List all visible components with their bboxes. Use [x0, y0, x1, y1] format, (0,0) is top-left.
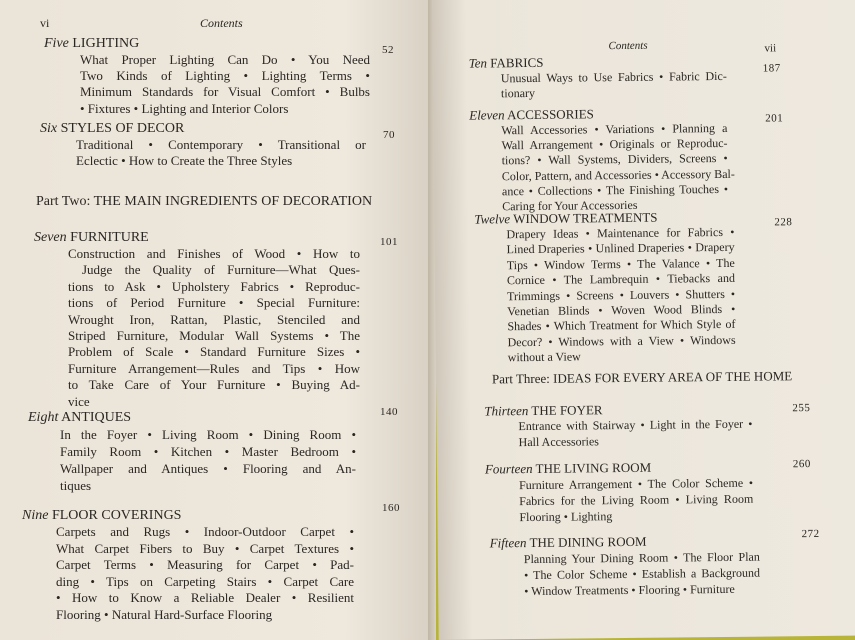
topic-line: Tips • Window Terms • The Valance • The [506, 255, 735, 273]
topic-line: Furniture Arrangement • The Color Scheme • [519, 475, 754, 493]
topic-line: Wrought Iron, Rattan, Plastic, Stenciled and [68, 311, 360, 327]
topic-line: Furniture Arrangement—Rules and Tips • How [68, 360, 360, 376]
page-ref: 228 [774, 216, 793, 229]
topic-line: Caring for Your Accessories [502, 197, 638, 214]
topic-line: • The Color Scheme • Establish a Background [523, 565, 761, 583]
topic-line: Cornice • The Lambrequin • Tiebacks and [506, 271, 736, 288]
topic-line: to Take Care of Your Furniture • Buying Ad- [68, 377, 360, 393]
page-ref: 255 [792, 402, 811, 415]
topic-line: Minimum Standards for Visual Comfort • Bulbs [80, 84, 370, 100]
chapter-fourteen [485, 458, 816, 525]
chapter-title: ACCESSORIES [507, 106, 594, 123]
topic-line: Trimmings • Screens • Louvers • Shutters • [507, 286, 736, 303]
topic-line: Decor? • Windows with a View • Windows [507, 332, 736, 350]
running-head-right: Contents [608, 39, 648, 53]
page-ref: 52 [382, 44, 394, 56]
page-ref: 140 [380, 406, 398, 418]
chapter-title: ANTIQUES [61, 410, 132, 425]
topic-line: tionary [500, 85, 536, 101]
topic-line: • Window Treatments • Flooring • Furniture [524, 581, 735, 599]
chapter-number: Fourteen [484, 460, 533, 477]
topic-line: tions of Period Furniture • Special Furniture: [68, 295, 360, 311]
topic-line: Construction and Finishes of Wood • How to [68, 246, 360, 261]
chapter-topics [68, 246, 360, 410]
chapter-topics [76, 137, 366, 169]
topic-line: tions? • Wall Systems, Dividers, Screens • [501, 151, 728, 168]
topic-line: Carpets and Rugs • Indoor-Outdoor Carpet • [56, 524, 354, 539]
topic-line: Eclectic • How to Create the Three Styles [76, 153, 293, 169]
chapter-topics [524, 549, 760, 599]
chapter-eleven [469, 104, 800, 215]
topic-line: • Fixtures • Lighting and Interior Colors [80, 100, 289, 116]
topic-line: • How to Know a Reliable Dealer • Resilient [56, 590, 354, 606]
chapter-topics [501, 120, 735, 215]
chapter-twelve [474, 208, 806, 366]
topic-line: tiques [60, 478, 92, 493]
page-ref: 187 [762, 62, 781, 75]
page-ref: 260 [792, 458, 811, 471]
page-ref: 70 [383, 129, 395, 141]
chapter-title: THE LIVING ROOM [535, 459, 652, 476]
topic-line: Unusual Ways to Use Fabrics • Fabric Dic- [500, 68, 727, 86]
chapter-title: WINDOW TREATMENTS [513, 209, 658, 227]
chapter-eight [28, 410, 388, 494]
chapter-six [40, 121, 396, 169]
topic-line: Drapery Ideas • Maintenance for Fabrics • [506, 224, 735, 242]
topic-line: Shades • Which Treatment for Which Style of [507, 317, 736, 334]
topic-line: vice [68, 393, 90, 409]
chapter-number: Eleven [469, 107, 505, 123]
topic-line: Venetian Blinds • Woven Wood Blinds • [507, 301, 736, 319]
chapter-topics [518, 417, 752, 451]
chapter-number: Eight [28, 410, 59, 425]
topic-line: Striped Furniture, Modular Wall Systems • The [68, 328, 360, 344]
right-page [432, 0, 855, 640]
topic-line: Carpet Terms • Measuring for Carpet • Pad- [56, 557, 354, 573]
page-ref: 101 [380, 236, 398, 248]
topic-line: Color, Pattern, and Accessories • Accessory Bal- [501, 166, 735, 183]
chapter-nine [22, 508, 388, 624]
page-ref: 160 [382, 502, 400, 514]
topic-line: Hall Accessories [518, 433, 600, 449]
topic-line: ding • Tips on Carpeting Stairs • Carpet Care [56, 573, 354, 589]
topic-line: Wallpaper and Antiques • Flooring and An- [60, 461, 356, 476]
topic-line: Fabrics for the Living Room • Living Room [519, 491, 754, 509]
chapter-topics [506, 225, 735, 366]
topic-line: Flooring • Natural Hard-Surface Flooring [56, 606, 273, 622]
topic-line: Problem of Scale • Standard Furniture Sizes • [68, 344, 360, 360]
page-number-left: vi [40, 16, 50, 30]
topic-line: In the Foyer • Living Room • Dining Room • [60, 427, 356, 442]
topic-line: ance • Collections • The Finishing Touches • [501, 181, 729, 199]
chapter-topics [60, 426, 356, 494]
topic-line: Entrance with Stairway • Light in the Foyer • [518, 416, 753, 434]
chapter-number: Ten [468, 55, 488, 71]
chapter-number: Seven [34, 230, 67, 245]
chapter-number: Five [44, 36, 69, 51]
chapter-topics [519, 475, 753, 525]
topic-line: Planning Your Dining Room • The Floor Plan [523, 549, 760, 567]
running-head-left: Contents [200, 16, 243, 30]
topic-line: What Carpet Fibers to Buy • Carpet Textures • [56, 540, 354, 556]
topic-line: Family Room • Kitchen • Master Bedroom • [60, 444, 356, 459]
topic-line: Wall Accessories • Variations • Planning a [501, 120, 728, 138]
chapter-topics [56, 524, 354, 624]
chapter-title: LIGHTING [72, 36, 140, 51]
chapter-five [44, 36, 400, 117]
page-ref: 272 [801, 527, 820, 541]
topic-line: What Proper Lighting Can Do • You Need [80, 52, 370, 67]
chapter-number: Thirteen [484, 403, 529, 419]
chapter-seven [34, 230, 394, 410]
chapter-topics [80, 52, 370, 117]
topic-line: Wall Arrangement • Originals or Reproduc- [501, 136, 728, 153]
chapter-number: Twelve [474, 211, 511, 227]
part-heading: Part Two: THE MAIN INGREDIENTS OF DECORATION [36, 194, 373, 209]
chapter-number: Nine [22, 508, 49, 523]
chapter-fifteen [490, 532, 821, 599]
chapter-title: THE DINING ROOM [529, 533, 647, 551]
page-ref: 201 [765, 112, 784, 125]
topic-line: Flooring • Lighting [519, 509, 613, 525]
chapter-number: Fifteen [489, 535, 527, 551]
chapter-topics [501, 69, 727, 101]
page-number-right: vii [764, 42, 777, 55]
chapter-title: THE FOYER [531, 402, 603, 418]
chapter-ten [469, 52, 799, 101]
topic-line: Lined Draperies • Unlined Draperies • Drapery [506, 240, 735, 257]
chapter-thirteen [484, 400, 814, 451]
topic-line: Traditional • Contemporary • Transitional or [76, 137, 366, 152]
chapter-title: FLOOR COVERINGS [51, 508, 182, 523]
topic-line: Judge the Quality of Furniture—What Ques- [82, 262, 360, 278]
topic-line: tions to Ask • Upholstery Fabrics • Reproduc- [68, 278, 360, 294]
topic-line: without a View [507, 349, 581, 365]
chapter-number: Six [40, 121, 58, 136]
chapter-title: STYLES OF DECOR [60, 121, 185, 136]
chapter-title: FURNITURE [70, 230, 149, 245]
chapter-title: FABRICS [490, 54, 544, 71]
topic-line: Two Kinds of Lighting • Lighting Terms • [80, 68, 370, 84]
part-heading: Part Three: IDEAS FOR EVERY AREA OF THE HOME [491, 368, 793, 387]
